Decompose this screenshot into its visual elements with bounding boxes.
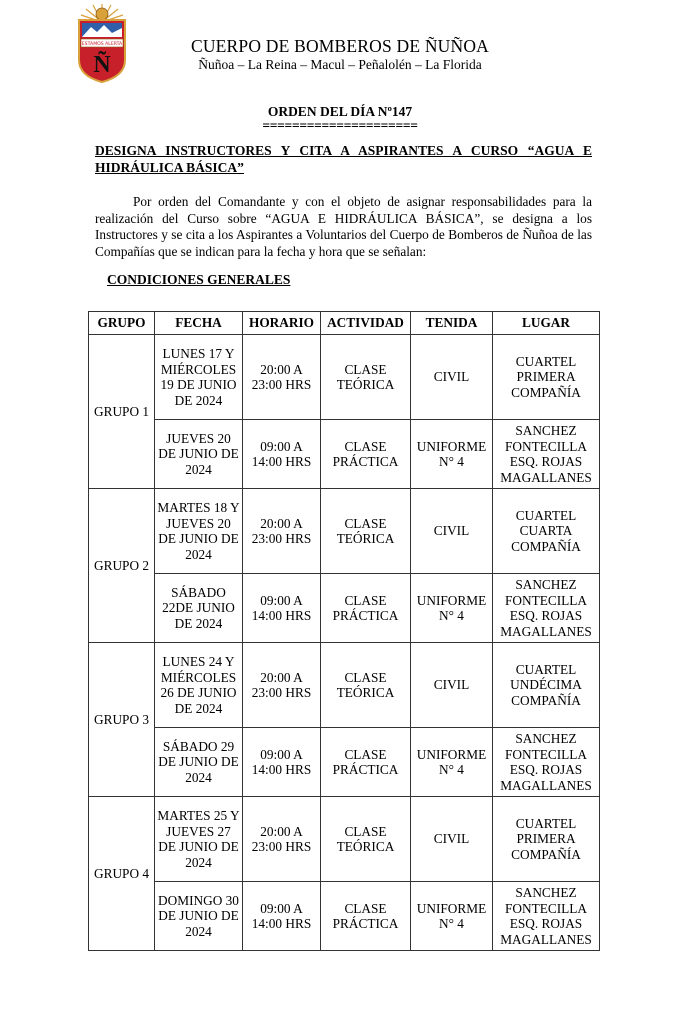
conditions-heading: CONDICIONES GENERALES xyxy=(107,272,291,287)
emblem-letter: Ñ xyxy=(93,52,111,78)
group-cell: GRUPO 2 xyxy=(89,489,155,643)
table-row xyxy=(89,420,600,489)
horario-cell: 09:00 A 14:00 HRS xyxy=(243,574,321,643)
tenida-cell: CIVIL xyxy=(411,335,493,420)
lugar-cell: CUARTEL UNDÉCIMA COMPAÑÍA xyxy=(493,643,600,728)
fecha-cell: SÁBADO 22DE JUNIO DE 2024 xyxy=(155,574,243,643)
table-row xyxy=(89,574,600,643)
table-row xyxy=(89,728,600,797)
tenida-cell: UNIFORME N° 4 xyxy=(411,574,493,643)
tenida-cell: UNIFORME N° 4 xyxy=(411,420,493,489)
fecha-cell: LUNES 17 Y MIÉRCOLES 19 DE JUNIO DE 2024 xyxy=(155,335,243,420)
fecha-cell: LUNES 24 Y MIÉRCOLES 26 DE JUNIO DE 2024 xyxy=(155,643,243,728)
fire-department-emblem xyxy=(74,2,130,84)
order-subject: DESIGNA INSTRUCTORES Y CITA A ASPIRANTES A CURSO “AGUA E HIDRÁULICA BÁSICA” xyxy=(95,143,592,175)
title-double-rule: ===================== xyxy=(262,118,418,133)
actividad-cell: CLASE TEÓRICA xyxy=(321,797,411,882)
table-row xyxy=(89,643,600,728)
fecha-cell: MARTES 18 Y JUEVES 20 DE JUNIO DE 2024 xyxy=(155,489,243,574)
table-header-row xyxy=(89,312,600,335)
institution-title: CUERPO DE BOMBEROS DE ÑUÑOA xyxy=(190,36,490,56)
tenida-cell: CIVIL xyxy=(411,489,493,574)
lugar-cell: CUARTEL CUARTA COMPAÑÍA xyxy=(493,489,600,574)
horario-cell: 09:00 A 14:00 HRS xyxy=(243,420,321,489)
fecha-cell: SÁBADO 29 DE JUNIO DE 2024 xyxy=(155,728,243,797)
header-actividad: ACTIVIDAD xyxy=(321,312,411,335)
tenida-cell: UNIFORME N° 4 xyxy=(411,882,493,951)
horario-cell: 20:00 A 23:00 HRS xyxy=(243,489,321,574)
actividad-cell: CLASE TEÓRICA xyxy=(321,335,411,420)
horario-cell: 09:00 A 14:00 HRS xyxy=(243,882,321,951)
lugar-cell: CUARTEL PRIMERA COMPAÑÍA xyxy=(493,797,600,882)
table-row xyxy=(89,797,600,882)
lugar-cell: SANCHEZ FONTECILLA ESQ. ROJAS MAGALLANES xyxy=(493,574,600,643)
schedule-table xyxy=(88,311,600,951)
actividad-cell: CLASE TEÓRICA xyxy=(321,489,411,574)
group-cell: GRUPO 4 xyxy=(89,797,155,951)
order-title: ORDEN DEL DÍA Nº147 xyxy=(267,104,413,119)
actividad-cell: CLASE PRÁCTICA xyxy=(321,574,411,643)
header-grupo: GRUPO xyxy=(89,312,155,335)
header-horario: HORARIO xyxy=(243,312,321,335)
horario-cell: 09:00 A 14:00 HRS xyxy=(243,728,321,797)
horario-cell: 20:00 A 23:00 HRS xyxy=(243,797,321,882)
fecha-cell: MARTES 25 Y JUEVES 27 DE JUNIO DE 2024 xyxy=(155,797,243,882)
table-row xyxy=(89,489,600,574)
table-row xyxy=(89,882,600,951)
group-cell: GRUPO 1 xyxy=(89,335,155,489)
header-tenida: TENIDA xyxy=(411,312,493,335)
fecha-cell: JUEVES 20 DE JUNIO DE 2024 xyxy=(155,420,243,489)
actividad-cell: CLASE PRÁCTICA xyxy=(321,882,411,951)
actividad-cell: CLASE PRÁCTICA xyxy=(321,420,411,489)
lugar-cell: CUARTEL PRIMERA COMPAÑÍA xyxy=(493,335,600,420)
actividad-cell: CLASE PRÁCTICA xyxy=(321,728,411,797)
header-fecha: FECHA xyxy=(155,312,243,335)
horario-cell: 20:00 A 23:00 HRS xyxy=(243,335,321,420)
group-cell: GRUPO 3 xyxy=(89,643,155,797)
horario-cell: 20:00 A 23:00 HRS xyxy=(243,643,321,728)
fecha-cell: DOMINGO 30 DE JUNIO DE 2024 xyxy=(155,882,243,951)
emblem-banner-text: ESTAMOS ALERTA xyxy=(81,42,123,47)
actividad-cell: CLASE TEÓRICA xyxy=(321,643,411,728)
table-row xyxy=(89,335,600,420)
lugar-cell: SANCHEZ FONTECILLA ESQ. ROJAS MAGALLANES xyxy=(493,882,600,951)
institution-communes: Ñuñoa – La Reina – Macul – Peñalolén – La Florida xyxy=(198,57,482,72)
intro-paragraph: Por orden del Comandante y con el objeto de asignar responsabilidades para la realización del Curso sobre “AGUA E HIDRÁULICA BÁSICA”, se designa a los Instructores y se cita a los Aspirantes a Voluntarios del Cuerpo de Bomberos de Ñuñoa de las Compañías que se indican para la fecha y hora que se señalan: xyxy=(95,194,592,259)
lugar-cell: SANCHEZ FONTECILLA ESQ. ROJAS MAGALLANES xyxy=(493,728,600,797)
tenida-cell: UNIFORME N° 4 xyxy=(411,728,493,797)
tenida-cell: CIVIL xyxy=(411,797,493,882)
lugar-cell: SANCHEZ FONTECILLA ESQ. ROJAS MAGALLANES xyxy=(493,420,600,489)
tenida-cell: CIVIL xyxy=(411,643,493,728)
header-lugar: LUGAR xyxy=(493,312,600,335)
